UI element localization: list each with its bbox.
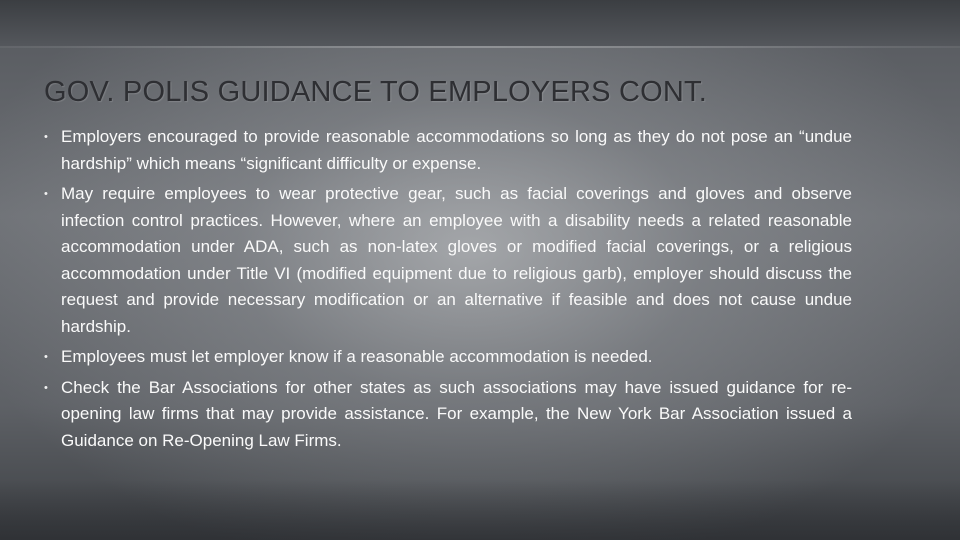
- bullet-marker: •: [44, 131, 48, 143]
- bullet-item: [44, 124, 852, 177]
- bullet-item: [44, 181, 852, 340]
- bullet-item: [44, 344, 852, 371]
- top-band-divider: [0, 46, 960, 48]
- bullet-text: May require employees to wear protective gear, such as facial coverings and gloves and observe infection control practices. However, where an employee with a disability needs a related reasonable accommodation under ADA, such as non-latex gloves or modified facial coverings, or a religious accommodation under Title VI (modified equipment due to religious garb), employer should discuss the request and provide necessary modification or an alternative if feasible and does not cause undue hardship.: [61, 184, 852, 336]
- bullet-marker: •: [44, 188, 48, 200]
- bullet-text: Employees must let employer know if a reasonable accommodation is needed.: [61, 347, 653, 366]
- slide-title: GOV. POLIS GUIDANCE TO EMPLOYERS CONT.: [44, 76, 707, 108]
- bullet-item: [44, 375, 852, 455]
- bullet-marker: •: [44, 351, 48, 363]
- bullet-marker: •: [44, 381, 48, 394]
- bullet-list: [44, 124, 852, 458]
- bullet-text: Check the Bar Associations for other states as such associations may have issued guidance for re-opening law firms that may provide assistance. For example, the New York Bar Association issued a Guidance on Re-Opening Law Firms.: [61, 377, 852, 450]
- top-band: [0, 0, 960, 46]
- bottom-shade: [0, 480, 960, 540]
- bullet-text: Employers encouraged to provide reasonable accommodations so long as they do not pose an “undue hardship” which means “significant difficulty or expense.: [61, 127, 852, 173]
